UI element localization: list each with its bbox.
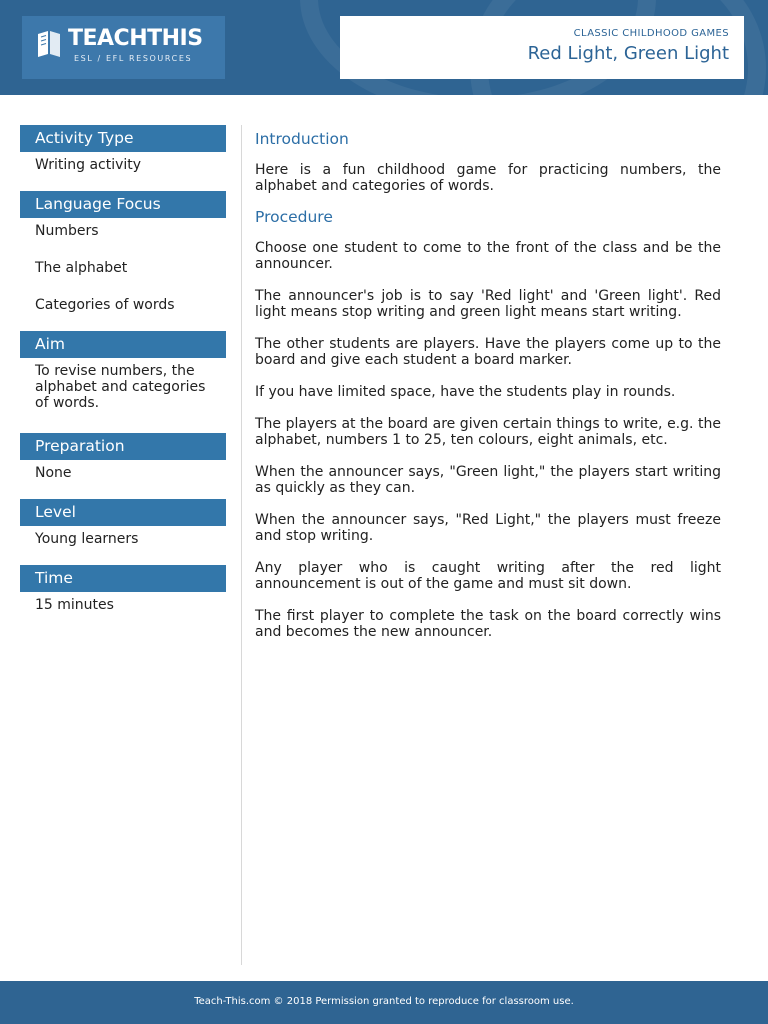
language-focus-section — [20, 191, 226, 319]
level-heading: Level — [20, 499, 226, 526]
brand-name: TEACHTHIS — [68, 26, 203, 51]
aim-value: To revise numbers, the alphabet and categories of words. — [35, 363, 206, 411]
procedure-step: The announcer's job is to say 'Red light' and 'Green light'. Red light means stop writing and green light means start writing. — [255, 288, 721, 320]
time-heading: Time — [20, 565, 226, 592]
aim-section — [20, 331, 226, 411]
main-content — [255, 128, 721, 656]
procedure-step: The players at the board are given certain things to write, e.g. the alphabet, numbers 1 to 25, ten colours, eight animals, etc. — [255, 416, 721, 448]
procedure-step: If you have limited space, have the students play in rounds. — [255, 384, 676, 400]
brand-logo[interactable] — [22, 16, 225, 79]
time-section — [20, 565, 226, 613]
procedure-step: The first player to complete the task on the board correctly wins and becomes the new announcer. — [255, 608, 721, 640]
procedure-step: The other students are players. Have the players come up to the board and give each student a board marker. — [255, 336, 721, 368]
title-panel — [340, 16, 744, 79]
activity-type-value: Writing activity — [35, 157, 142, 173]
activity-type-section — [20, 125, 226, 173]
procedure-heading: Procedure — [255, 208, 333, 226]
page-title: Red Light, Green Light — [527, 43, 729, 64]
page-header — [0, 0, 768, 95]
preparation-value: None — [35, 465, 72, 481]
column-divider — [241, 125, 242, 965]
time-value: 15 minutes — [35, 597, 114, 613]
language-focus-heading: Language Focus — [20, 191, 226, 218]
introduction-text: Here is a fun childhood game for practicing numbers, the alphabet and categories of words. — [255, 162, 721, 194]
open-book-icon — [36, 28, 62, 58]
brand-tagline: ESL / EFL RESOURCES — [74, 54, 193, 63]
procedure-step: When the announcer says, "Red Light," the players must freeze and stop writing. — [255, 512, 721, 544]
footer-copyright: Teach-This.com © 2018 Permission granted to reproduce for classroom use. — [194, 996, 574, 1007]
preparation-heading: Preparation — [20, 433, 226, 460]
language-focus-item: Categories of words — [35, 297, 175, 313]
level-section — [20, 499, 226, 547]
preparation-section — [20, 433, 226, 481]
procedure-step: Choose one student to come to the front of the class and be the announcer. — [255, 240, 721, 272]
procedure-step: Any player who is caught writing after the red light announcement is out of the game and must sit down. — [255, 560, 721, 592]
activity-type-heading: Activity Type — [20, 125, 226, 152]
aim-heading: Aim — [20, 331, 226, 358]
language-focus-item: Numbers — [35, 223, 99, 239]
category-kicker: CLASSIC CHILDHOOD GAMES — [573, 28, 729, 39]
language-focus-item: The alphabet — [35, 260, 128, 276]
level-value: Young learners — [35, 531, 139, 547]
page-footer — [0, 981, 768, 1024]
info-sidebar — [20, 125, 226, 625]
introduction-heading: Introduction — [255, 130, 349, 148]
procedure-step: When the announcer says, "Green light," the players start writing as quickly as they can. — [255, 464, 721, 496]
